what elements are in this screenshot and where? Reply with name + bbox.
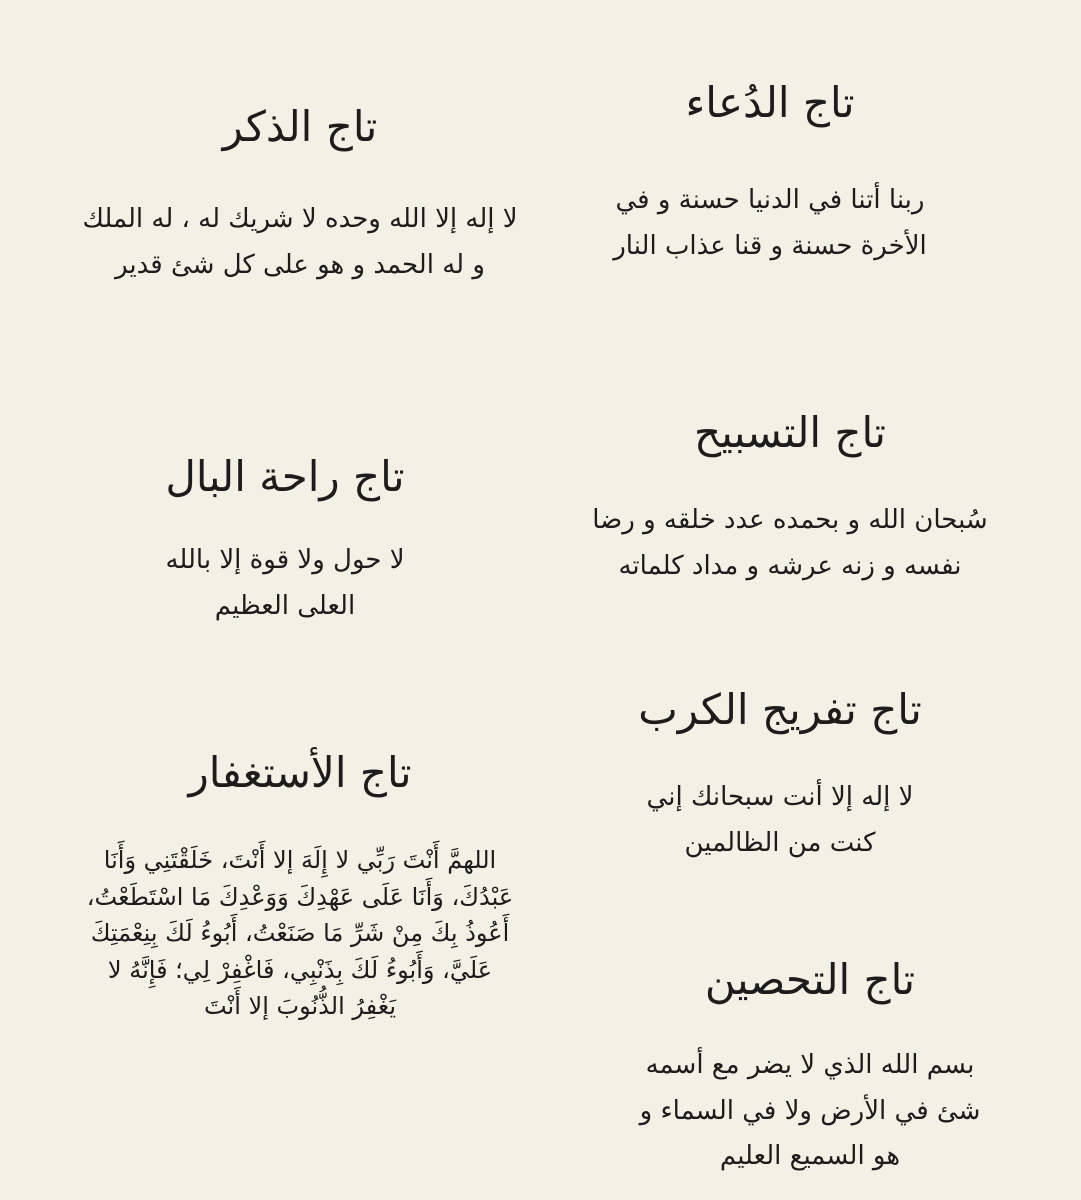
text-line: عَبْدُكَ، وَأَنَا عَلَى عَهْدِكَ وَوَعْدِكَ مَا اسْتَطَعْتُ، [86,882,514,911]
section-relief [580,685,980,866]
section-text [580,775,980,866]
section-text [100,538,470,629]
text-line: لا إله إلا أنت سبحانك إني [646,782,914,813]
section-istighfar [20,748,580,1025]
section-protection [560,955,1060,1180]
text-line: كنت من الظالمين [684,827,876,858]
section-tasbih [540,408,1040,589]
text-line: ربنا أتنا في الدنيا حسنة و في [615,185,925,216]
section-title: تاج الذكر [222,102,378,151]
text-line: لا حول ولا قوة إلا بالله [165,545,405,576]
text-line: العلى العظيم [214,590,356,621]
text-line: عَلَيَّ، وَأَبُوءُ لَكَ بِذَنْبِي، فَاغْفِرْ لِي؛ فَإِنَّهُ لا [107,955,493,984]
text-line: سُبحان الله و بحمده عدد خلقه و رضا [592,505,988,536]
section-text [560,178,980,269]
text-line: الأخرة حسنة و قنا عذاب النار [613,230,927,261]
section-title: تاج الأستغفار [188,748,412,797]
section-dhikr [20,102,580,288]
text-line: أَعُوذُ بِكَ مِنْ شَرِّ مَا صَنَعْتُ، أَبُوءُ لَكَ بِنِعْمَتِكَ [90,919,510,948]
section-dua [560,78,980,269]
text-line: و له الحمد و هو على كل شئ قدير [115,249,485,280]
text-line: يَغْفِرُ الذُّنُوبَ إلا أَنْتَ [203,992,397,1021]
text-line: شئ في الأرض ولا في السماء و [639,1095,981,1126]
text-line: هو السميع العليم [719,1141,901,1172]
section-text [560,1043,1060,1180]
section-peace-of-mind [100,452,470,629]
section-title: تاج الدُعاء [685,78,855,127]
section-text [540,498,1040,589]
text-line: نفسه و زنه عرشه و مداد كلماته [618,550,962,581]
text-line: لا إله إلا الله وحده لا شريك له ، له الملك [82,204,518,235]
section-title: تاج راحة البال [165,452,405,501]
section-title: تاج التسبيح [693,408,886,457]
section-title: تاج تفريج الكرب [638,685,922,734]
section-title: تاج التحصين [704,955,916,1004]
text-line: اللهمَّ أَنْتَ رَبِّي لا إِلَهَ إلا أَنْتَ، خَلَقْتَنِي وَأَنَا [103,846,497,875]
section-text [20,842,580,1024]
section-text [20,197,580,288]
text-line: بسم الله الذي لا يضر مع أسمه [645,1050,975,1081]
